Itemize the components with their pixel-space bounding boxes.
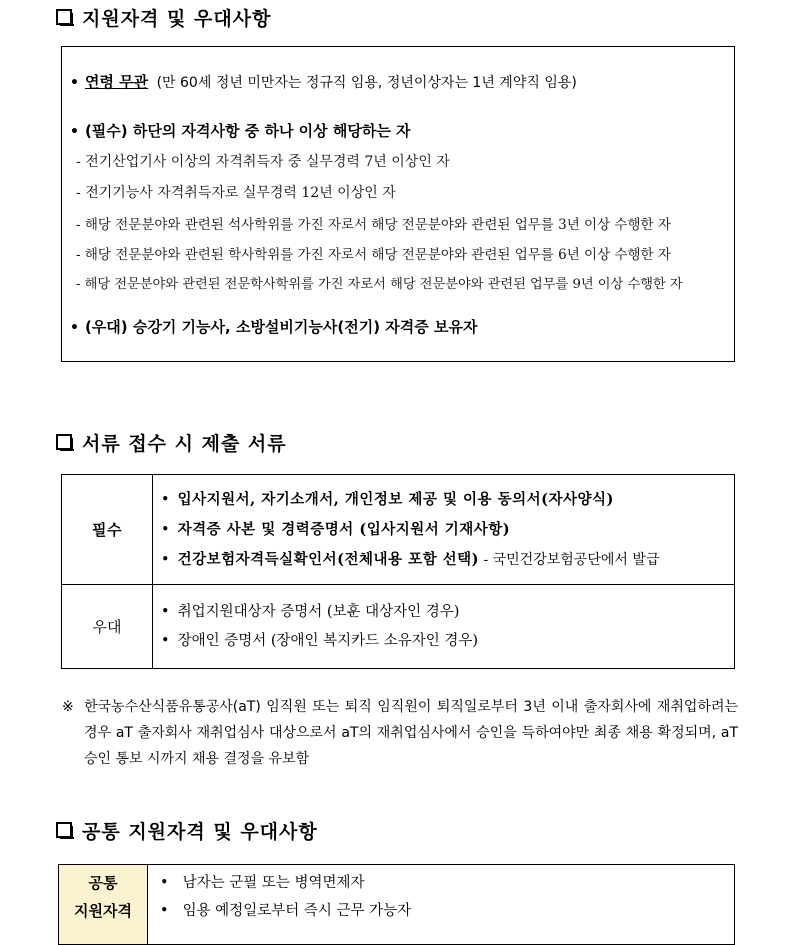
required-heading: • (필수) 하단의 자격사항 중 하나 이상 해당하는 자 [70, 122, 411, 140]
preferred-line: • (우대) 승강기 기능사, 소방설비기능사(전기) 자격증 보유자 [70, 318, 478, 336]
preferred-docs-label: 우대 [62, 585, 153, 669]
note-text: 한국농수산식품유통공사(aT) 임직원 또는 퇴직 임직원이 퇴직일로부터 3년 이내 출자회사에 재취업하려는 경우 aT 출자회사 재취업심사 대상으로서 aT의 재취업심사에서 승인을 득하여야만 최종 채용 확정되며, aT 승인 통보 시까지 채용 결정을 유보함 [84, 699, 738, 767]
list-item: • 임용 예정일로부터 즉시 근무 가능자 [160, 903, 412, 919]
required-item: - 해당 전문분야와 관련된 석사학위를 가진 자로서 해당 전문분야와 관련된 업무를 3년 이상 수행한 자 [76, 217, 671, 233]
age-line: • 연령 무관 (만 60세 정년 미만자는 정규직 임용, 정년이상자는 1년 계약직 임용) [70, 73, 577, 91]
section-heading-common [56, 815, 318, 845]
reemployment-note [62, 694, 738, 772]
section-heading-documents [56, 427, 287, 457]
preferred-docs-list [153, 598, 734, 656]
list-item: • 남자는 군필 또는 병역면제자 [160, 875, 365, 891]
common-qualifications-table [58, 864, 735, 945]
list-item: • 자격증 사본 및 경력증명서 (입사지원서 기재사항) [161, 520, 511, 538]
table-row [59, 865, 735, 945]
age-detail: (만 60세 정년 미만자는 정규직 임용, 정년이상자는 1년 계약직 임용) [156, 75, 577, 91]
checkbox-square-icon [56, 9, 72, 25]
section-title: 서류 접수 시 제출 서류 [82, 432, 287, 455]
list-item: • 입사지원서, 자기소개서, 개인정보 제공 및 이용 동의서(자사양식) [161, 490, 614, 508]
age-label: 연령 무관 [84, 73, 149, 91]
section-heading-qualifications [56, 2, 271, 32]
section-title: 공통 지원자격 및 우대사항 [82, 820, 318, 843]
documents-table [61, 474, 735, 669]
required-docs-label: 필수 [62, 475, 153, 585]
list-item: • 건강보험자격득실확인서(전체내용 포함 선택) - 국민건강보험공단에서 발급 [161, 550, 660, 568]
common-label: 공통 지원자격 [59, 865, 148, 945]
required-item: - 해당 전문분야와 관련된 학사학위를 가진 자로서 해당 전문분야와 관련된 업무를 6년 이상 수행한 자 [76, 247, 671, 263]
required-item: - 전기산업기사 이상의 자격취득자 중 실무경력 7년 이상인 자 [76, 154, 450, 170]
required-item: - 해당 전문분야와 관련된 전문학사학위를 가진 자로서 해당 전문분야와 관련된 업무를 9년 이상 수행한 자 [76, 277, 683, 292]
table-row [62, 475, 735, 585]
required-item: - 전기기능사 자격취득자로 실무경력 12년 이상인 자 [76, 185, 396, 201]
reference-mark: ※ [62, 699, 74, 715]
common-list [148, 865, 734, 925]
required-docs-list [153, 485, 734, 575]
qualifications-box [61, 46, 735, 362]
list-item: • 취업지원대상자 증명서 (보훈 대상자인 경우) [161, 603, 460, 620]
checkbox-square-icon [56, 434, 72, 450]
section-title: 지원자격 및 우대사항 [82, 7, 272, 30]
table-row [62, 585, 735, 669]
list-item: • 장애인 증명서 (장애인 복지카드 소유자인 경우) [161, 632, 479, 649]
checkbox-square-icon [56, 822, 72, 838]
